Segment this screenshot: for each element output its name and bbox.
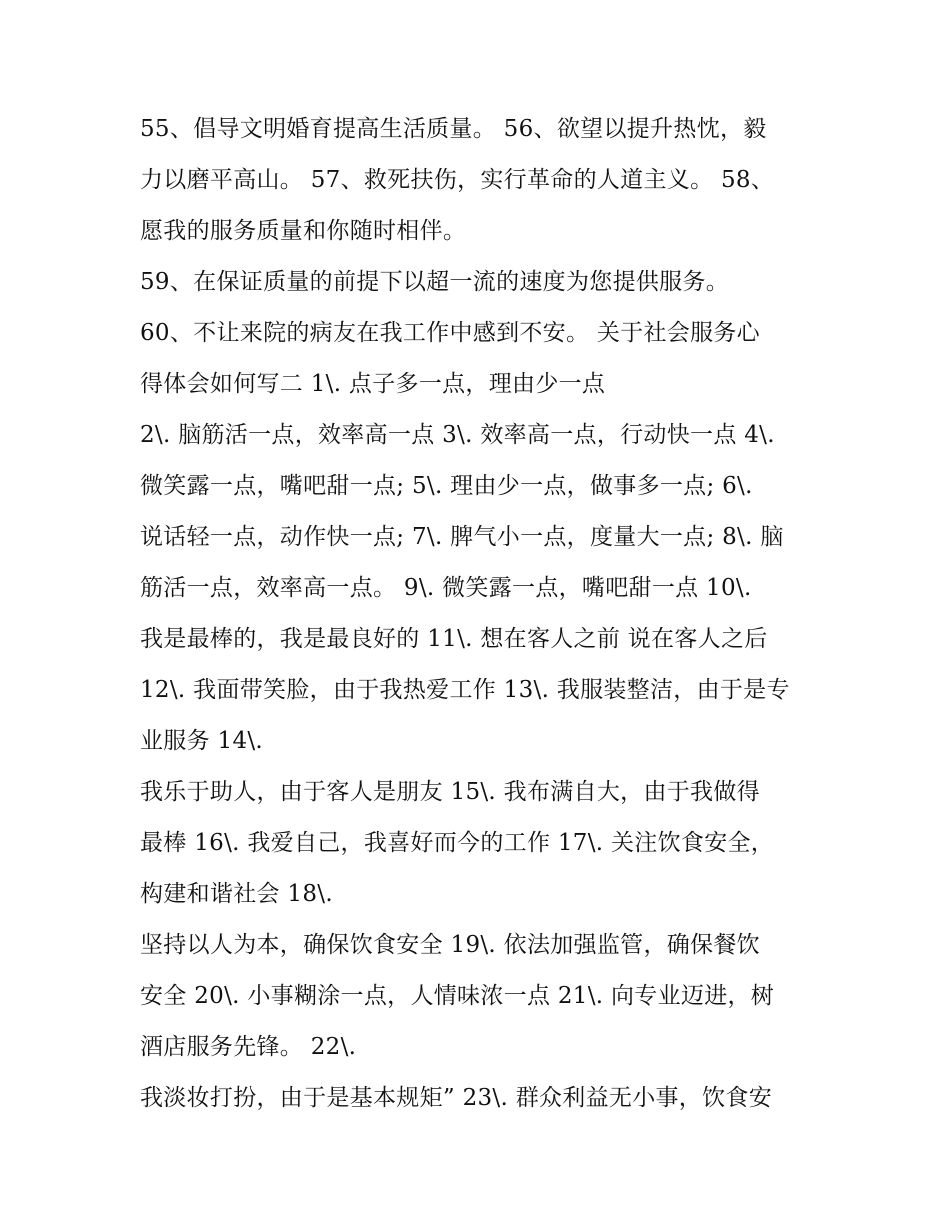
text-line: 59、在保证质量的前提下以超一流的速度为您提供服务。 [140, 269, 730, 295]
text-line: 最棒 16\. 我爱自己，我喜好而今的工作 17\. 关注饮食安全， [140, 830, 775, 856]
text-line: 筋活一点，效率高一点。 9\. 微笑露一点，嘴吧甜一点 10\. [140, 575, 752, 601]
text-line: 12\. 我面带笑脸，由于我热爱工作 13\. 我服装整洁，由于是专 [140, 677, 790, 703]
text-line: 坚持以人为本，确保饮食安全 19\. 依法加强监管，确保餐饮 [140, 932, 760, 958]
text-line: 55、倡导文明婚育提高生活质量。 56、欲望以提升热忱，毅 [140, 116, 767, 142]
text-line: 我乐于助人，由于客人是朋友 15\. 我布满自大，由于我做得 [140, 779, 760, 805]
text-line: 2\. 脑筋活一点，效率高一点 3\. 效率高一点，行动快一点 4\. [140, 422, 775, 448]
text-line: 60、不让来院的病友在我工作中感到不安。 关于社会服务心 [140, 320, 760, 346]
text-line: 我淡妆打扮，由于是基本规矩” 23\. 群众利益无小事，饮食安 [140, 1085, 773, 1111]
text-line: 我是最棒的，我是最良好的 11\. 想在客人之前 说在客人之后 [140, 626, 768, 652]
text-line: 酒店服务先锋。 22\. [140, 1034, 357, 1060]
text-line: 愿我的服务质量和你随时相伴。 [140, 218, 467, 244]
text-line: 微笑露一点，嘴吧甜一点; 5\. 理由少一点，做事多一点; 6\. [140, 473, 753, 499]
text-line: 得体会如何写二 1\. 点子多一点，理由少一点 [140, 371, 606, 397]
text-line: 业服务 14\. [140, 728, 264, 754]
text-line: 说话轻一点，动作快一点; 7\. 脾气小一点，度量大一点; 8\. 脑 [140, 524, 784, 550]
text-line: 构建和谐社会 18\. [140, 881, 333, 907]
text-line: 安全 20\. 小事糊涂一点，人情味浓一点 21\. 向专业迈进，树 [140, 983, 775, 1009]
text-line: 力以磨平高山。 57、救死扶伤，实行革命的人道主义。 58、 [140, 167, 775, 193]
document-body [140, 104, 820, 1124]
